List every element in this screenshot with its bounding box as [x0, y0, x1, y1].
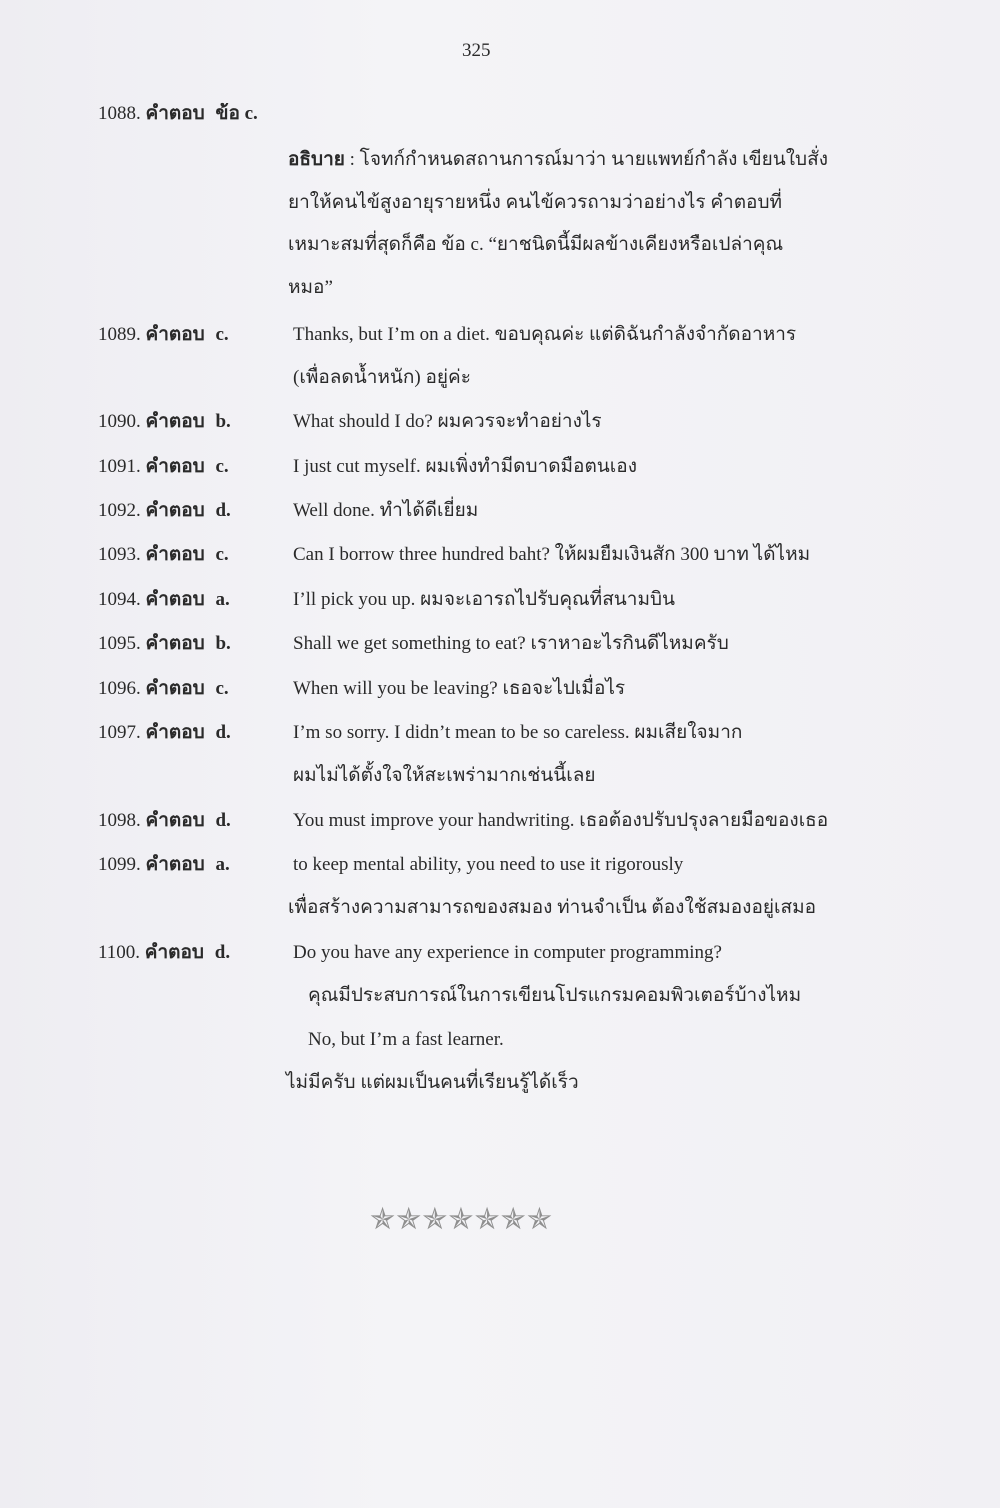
explanation-line	[288, 147, 828, 173]
answer-word: คำตอบ	[145, 722, 205, 743]
entry-number: 1094.	[98, 589, 141, 610]
answer-line: I’ll pick you up. ผมจะเอารถไปรับคุณที่สนามบิน	[293, 589, 676, 610]
explanation-label: อธิบาย	[288, 149, 345, 170]
star-divider: ✯✯✯✯✯✯✯	[370, 1203, 553, 1236]
answer-word: คำตอบ	[144, 942, 204, 963]
entry-number: 1097.	[98, 722, 141, 743]
entry-number: 1095.	[98, 633, 141, 654]
entry-number: 1091.	[98, 456, 141, 477]
entry-1089	[98, 322, 229, 348]
answer-line: When will you be leaving? เธอจะไปเมื่อไร	[293, 678, 626, 699]
explanation-line: ยาให้คนไข้สูงอายุรายหนึ่ง คนไข้ควรถามว่าอย่างไร คำตอบที่	[288, 192, 783, 213]
answer-word: คำตอบ	[145, 544, 205, 565]
answer-line: Thanks, but I’m on a diet. ขอบคุณค่ะ แต่ดิฉันกำลังจำกัดอาหาร	[293, 324, 797, 345]
answer-word: คำตอบ	[145, 324, 205, 345]
answer-line: Shall we get something to eat? เราหาอะไรกินดีไหมครับ	[293, 633, 729, 654]
entry-1093	[98, 542, 229, 568]
explanation-line: เหมาะสมที่สุดก็คือ ข้อ c. “ยาชนิดนี้มีผลข้างเคียงหรือเปล่าคุณ	[288, 234, 784, 255]
answer-line: You must improve your handwriting. เธอต้องปรับปรุงลายมือของเธอ	[293, 810, 829, 831]
entry-number: 1089.	[98, 324, 141, 345]
answer-word: คำตอบ	[145, 500, 205, 521]
answer-line: No, but I’m a fast learner.	[308, 1029, 504, 1050]
answer-word: คำตอบ	[145, 810, 205, 831]
answer-line: to keep mental ability, you need to use it rigorously	[293, 854, 684, 875]
entry-number: 1096.	[98, 678, 141, 699]
entry-number: 1098.	[98, 810, 141, 831]
entry-1097	[98, 720, 231, 746]
entry-1095	[98, 631, 231, 657]
answer-choice: a.	[215, 854, 230, 875]
answer-choice: c.	[215, 456, 229, 477]
answer-line: Do you have any experience in computer programming?	[293, 942, 722, 963]
entry-1094	[98, 587, 230, 613]
answer-choice: b.	[215, 411, 231, 432]
answer-choice: d.	[215, 810, 231, 831]
explanation-line: หมอ”	[288, 277, 333, 298]
answer-line: ผมไม่ได้ตั้งใจให้สะเพร่ามากเช่นนี้เลย	[293, 765, 596, 786]
answer-choice: d.	[215, 500, 231, 521]
answer-word: คำตอบ	[145, 103, 205, 124]
answer-word: คำตอบ	[145, 456, 205, 477]
answer-choice: a.	[215, 589, 230, 610]
answer-line: I’m so sorry. I didn’t mean to be so careless. ผมเสียใจมาก	[293, 722, 743, 743]
answer-line: I just cut myself. ผมเพิ่งทำมีดบาดมือตนเอง	[293, 456, 637, 477]
entry-1096	[98, 676, 229, 702]
entry-1091	[98, 454, 229, 480]
answer-choice: c.	[215, 678, 229, 699]
entry-1100	[98, 940, 230, 966]
answer-word: คำตอบ	[145, 678, 205, 699]
explanation-text: : โจทก์กำหนดสถานการณ์มาว่า นายแพทย์กำลัง เขียนใบสั่ง	[344, 149, 828, 170]
answer-line: What should I do? ผมควรจะทำอย่างไร	[293, 411, 602, 432]
answer-choice: c.	[215, 544, 229, 565]
entry-1092	[98, 498, 231, 524]
answer-choice: c.	[215, 324, 229, 345]
entry-1088	[98, 101, 258, 127]
answer-line: คุณมีประสบการณ์ในการเขียนโปรแกรมคอมพิวเตอร์บ้างไหม	[308, 985, 802, 1006]
entry-number: 1100.	[98, 942, 141, 963]
answer-word: คำตอบ	[145, 854, 205, 875]
answer-choice: b.	[215, 633, 231, 654]
entry-number: 1099.	[98, 854, 141, 875]
entry-number: 1093.	[98, 544, 141, 565]
entry-1099	[98, 852, 230, 878]
answer-word: คำตอบ	[145, 589, 205, 610]
answer-word: คำตอบ	[145, 633, 205, 654]
answer-line: ไม่มีครับ แต่ผมเป็นคนที่เรียนรู้ได้เร็ว	[286, 1072, 579, 1093]
answer-word: คำตอบ	[145, 411, 205, 432]
entry-1098	[98, 808, 231, 834]
answer-line: Can I borrow three hundred baht? ให้ผมยืมเงินสัก 300 บาท ได้ไหม	[293, 544, 811, 565]
answer-line: Well done. ทำได้ดีเยี่ยม	[293, 500, 479, 521]
entry-number: 1090.	[98, 411, 141, 432]
answer-line: (เพื่อลดน้ำหนัก) อยู่ค่ะ	[293, 367, 471, 388]
entry-number: 1088.	[98, 103, 141, 124]
entry-number: 1092.	[98, 500, 141, 521]
answer-choice: d.	[215, 722, 231, 743]
page-number: 325	[462, 40, 491, 61]
answer-choice: d.	[214, 942, 231, 963]
answer-line: เพื่อสร้างความสามารถของสมอง ท่านจำเป็น ต้องใช้สมองอยู่เสมอ	[288, 897, 817, 918]
answer-choice: ข้อ c.	[215, 103, 258, 124]
entry-1090	[98, 409, 231, 435]
